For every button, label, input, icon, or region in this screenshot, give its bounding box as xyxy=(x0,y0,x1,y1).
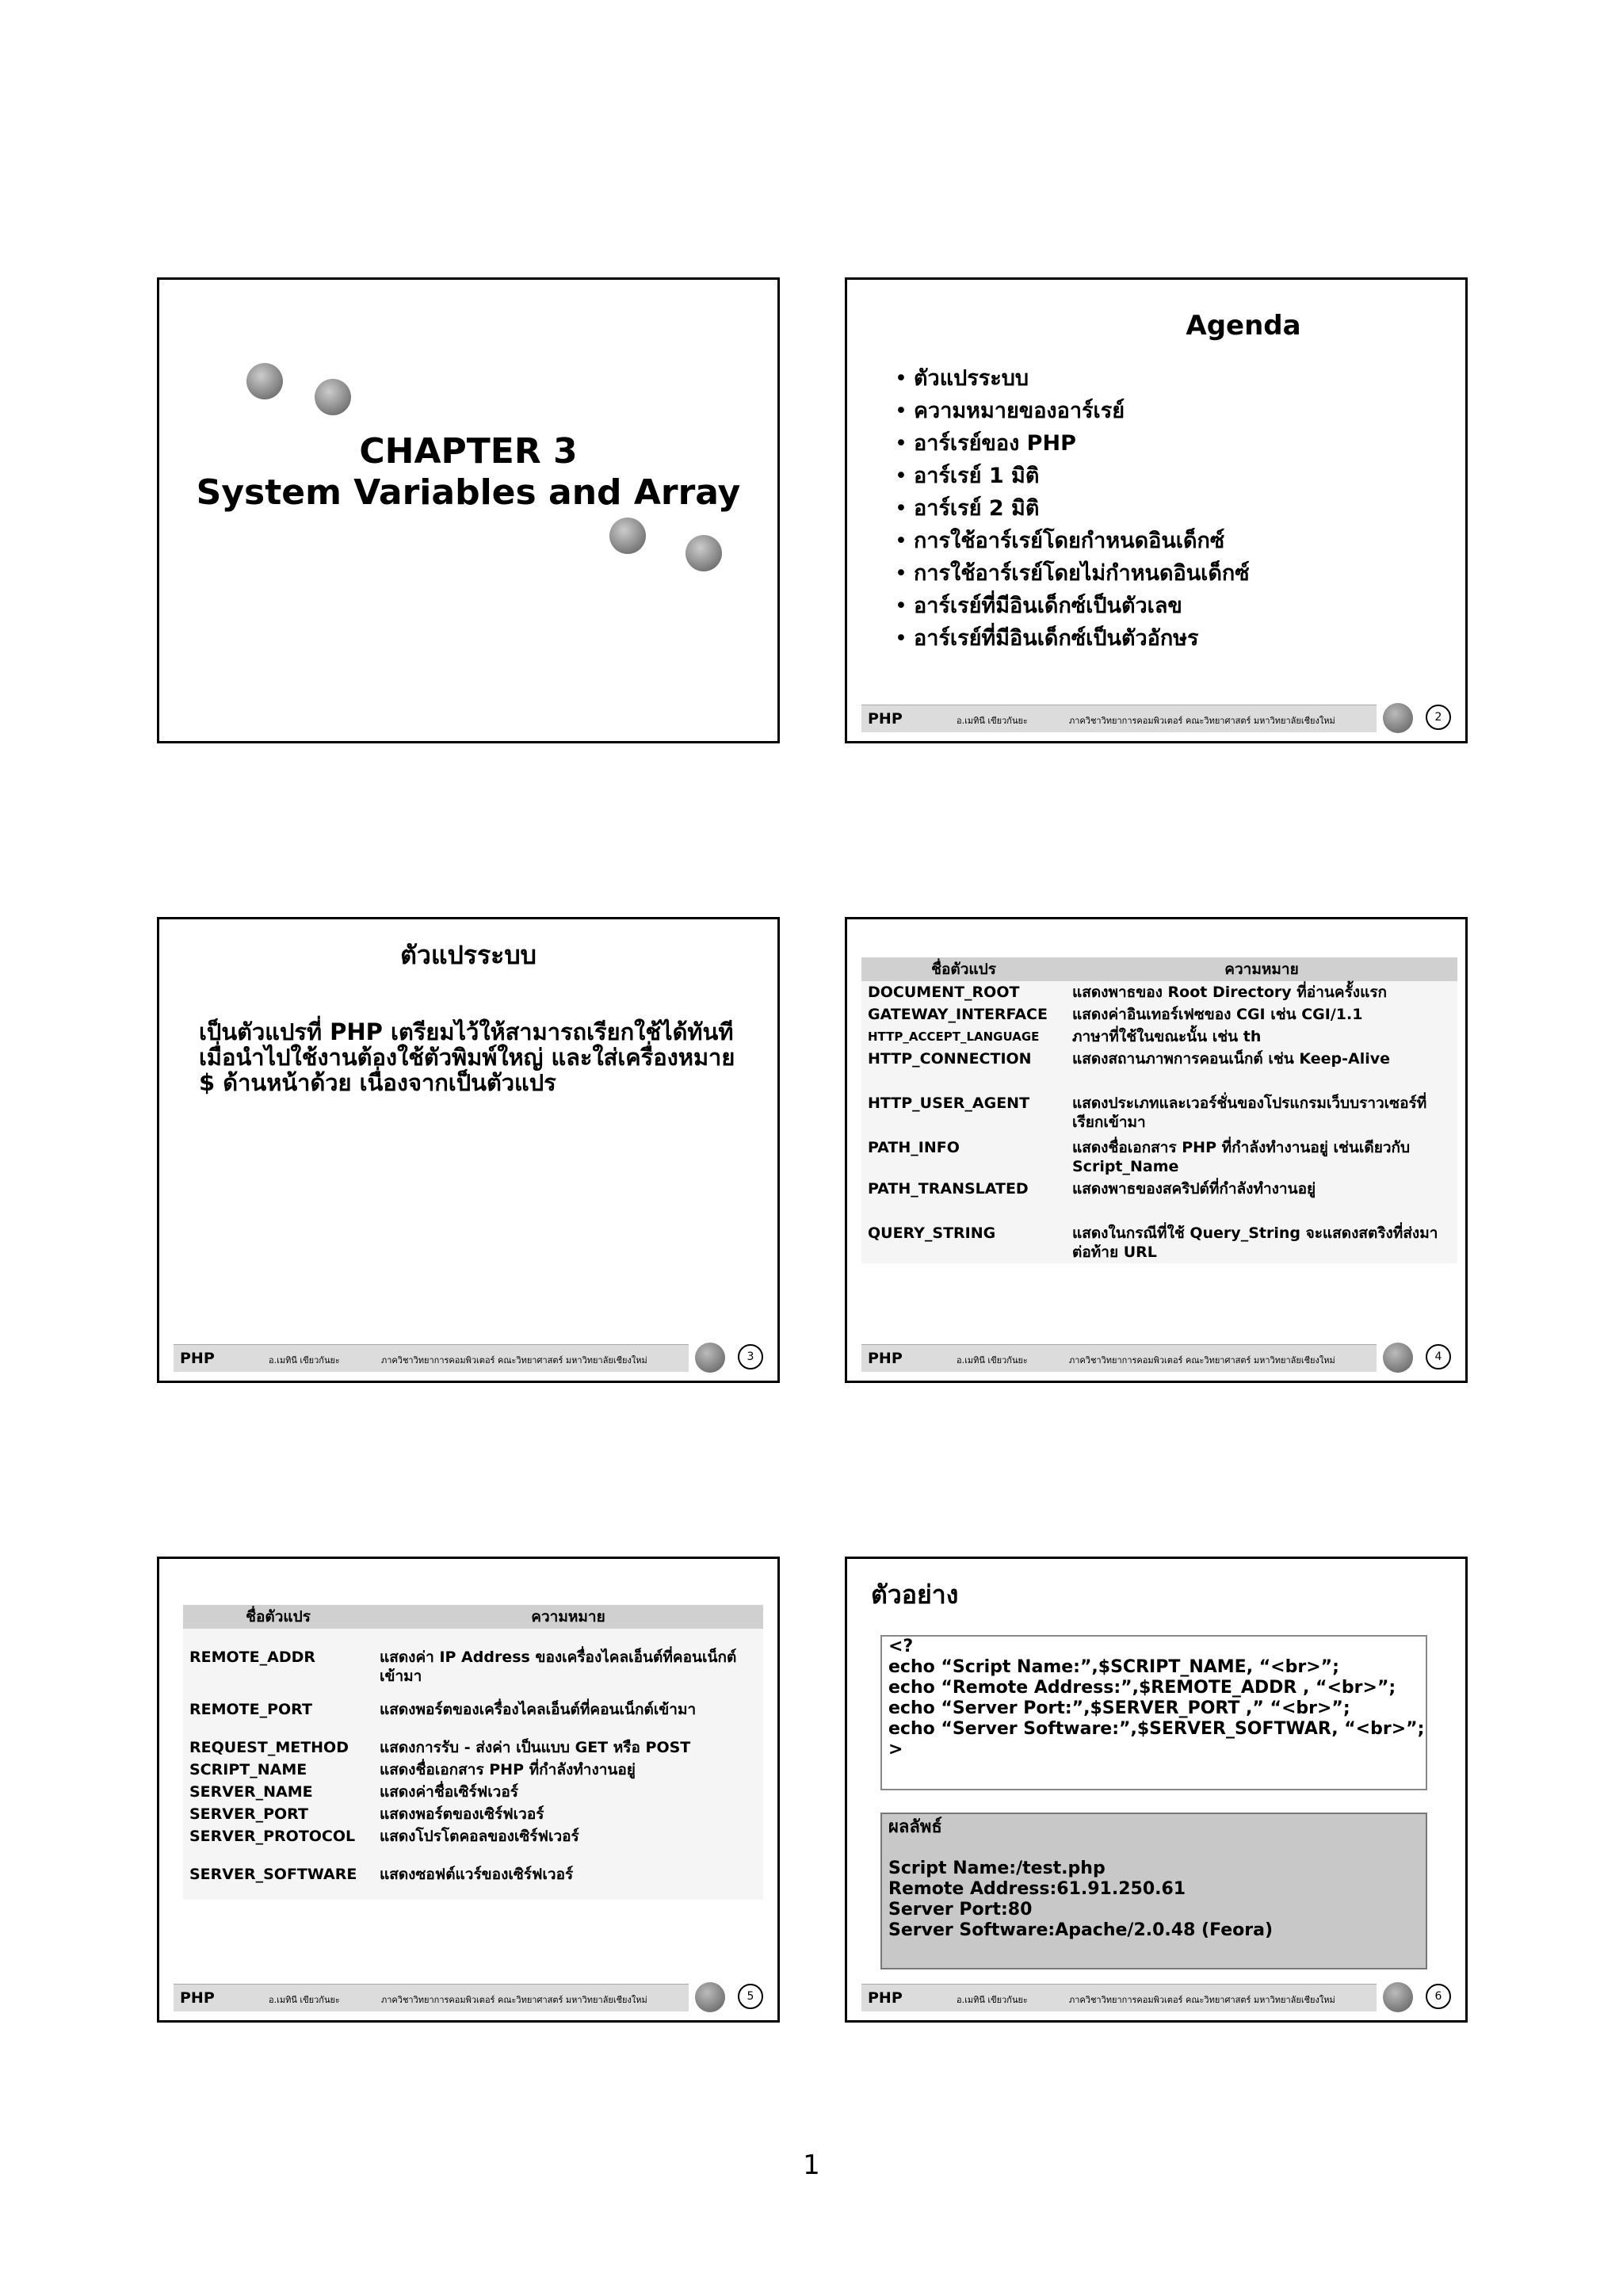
variables-table xyxy=(861,957,1457,1263)
table-row xyxy=(183,1803,763,1825)
slide-number: 4 xyxy=(1426,1344,1451,1370)
result-title: ผลลัพธ์ xyxy=(888,1817,942,1837)
table-row xyxy=(183,1863,763,1900)
slide-2 xyxy=(845,277,1468,743)
slide-title: Agenda xyxy=(1186,310,1301,342)
footer-bar xyxy=(861,1344,1377,1372)
table-row xyxy=(861,1137,1457,1178)
page-number: 1 xyxy=(803,2149,820,2181)
list-item: • อาร์เรย์ของ PHP xyxy=(895,427,1250,460)
footer-bar xyxy=(174,1984,689,2011)
php-mascot-icon xyxy=(1383,1343,1413,1373)
chapter-subtitle: System Variables and Array xyxy=(196,472,741,513)
table-header-meaning: ความหมาย xyxy=(1066,957,1457,981)
var-meaning: แสดงประเภทและเวอร์ชั่นของโปรแกรมเว็บบราวเซอร์ที่เรียกเข้ามา xyxy=(1072,1095,1427,1131)
php-mascot-icon xyxy=(695,1982,725,2012)
php-mascot-icon xyxy=(695,1343,725,1373)
var-name: PATH_TRANSLATED xyxy=(868,1180,1029,1198)
slide-number: 6 xyxy=(1426,1984,1451,2009)
var-name: HTTP_ACCEPT_LANGUAGE xyxy=(868,1030,1040,1044)
footer-department: ภาควิชาวิทยาการคอมพิวเตอร์ คณะวิทยาศาสตร์ มหาวิทยาลัยเชียงใหม่ xyxy=(1069,1355,1335,1366)
footer-label: PHP xyxy=(868,1350,903,1367)
var-meaning: แสดงในกรณีที่ใช้ Query_String จะแสดงสตริงที่ส่งมาต่อท้าย URL xyxy=(1072,1224,1438,1261)
footer-department: ภาควิชาวิทยาการคอมพิวเตอร์ คณะวิทยาศาสตร์ มหาวิทยาลัยเชียงใหม่ xyxy=(1069,716,1335,726)
var-name: HTTP_USER_AGENT xyxy=(868,1095,1030,1112)
code-line: echo “Server Software:”,$SERVER_SOFTWAR, “<br>”; xyxy=(888,1719,1425,1739)
var-meaning: แสดงโปรโตคอลของเซิร์ฟเวอร์ xyxy=(380,1828,579,1845)
table-row xyxy=(861,1026,1457,1048)
footer-department: ภาควิชาวิทยาการคอมพิวเตอร์ คณะวิทยาศาสตร์ มหาวิทยาลัยเชียงใหม่ xyxy=(1069,1995,1335,2005)
var-name: DOCUMENT_ROOT xyxy=(868,984,1020,1001)
var-name: PATH_INFO xyxy=(868,1139,960,1156)
var-name: REMOTE_PORT xyxy=(189,1701,312,1718)
var-meaning: แสดงพาธของสคริปต์ที่กำลังทำงานอยู่ xyxy=(1072,1180,1316,1198)
var-name: REQUEST_METHOD xyxy=(189,1739,349,1756)
footer-author: อ.เมทินี เขียวกันยะ xyxy=(957,1355,1028,1366)
var-meaning: แสดงค่าอินเทอร์เฟซของ CGI เช่น CGI/1.1 xyxy=(1072,1006,1363,1023)
var-meaning: แสดงพอร์ตของเครื่องไคลเอ็นต์ที่คอนเน็กต์เข้ามา xyxy=(380,1701,697,1718)
var-meaning: แสดงการรับ - ส่งค่า เป็นแบบ GET หรือ POST xyxy=(380,1739,691,1756)
result-line: Remote Address:61.91.250.61 xyxy=(888,1879,1186,1899)
result-line: Script Name:/test.php xyxy=(888,1859,1106,1878)
table-row xyxy=(861,1178,1457,1222)
var-name: SERVER_NAME xyxy=(189,1783,313,1801)
list-item: • อาร์เรย์ 1 มิติ xyxy=(895,460,1250,492)
slide-number: 5 xyxy=(738,1984,763,2009)
code-line: echo “Remote Address:”,$REMOTE_ADDR , “<br>”; xyxy=(888,1678,1396,1698)
list-item: • อาร์เรย์ที่มีอินเด็กซ์เป็นตัวเลข xyxy=(895,590,1250,622)
table-header-name: ชื่อตัวแปร xyxy=(861,957,1066,981)
footer-author: อ.เมทินี เขียวกันยะ xyxy=(957,716,1028,726)
code-line: > xyxy=(888,1740,903,1759)
list-item: • ตัวแปรระบบ xyxy=(895,362,1250,395)
table-row xyxy=(183,1759,763,1781)
code-line: echo “Script Name:”,$SCRIPT_NAME, “<br>”; xyxy=(888,1657,1339,1677)
slide-footer xyxy=(174,1344,766,1371)
code-line: echo “Server Port:”,$SERVER_PORT ,” “<br>”; xyxy=(888,1698,1350,1718)
slide-footer xyxy=(861,1984,1454,2011)
result-block xyxy=(880,1813,1427,1969)
slide-6 xyxy=(845,1557,1468,2023)
var-meaning: แสดงพาธของ Root Directory ที่อ่านครั้งแรก xyxy=(1072,984,1388,1001)
slide-body: เป็นตัวแปรที่ PHP เตรียมไว้ให้สามารถเรียกใช้ได้ทันที เมื่อนำไปใช้งานต้องใช้ตัวพิมพ์ใหญ่ และใส่เครื่องหมาย $ ด้านหน้าด้วย เนื่องจากเป็นตัวแปร xyxy=(199,1018,735,1096)
footer-author: อ.เมทินี เขียวกันยะ xyxy=(269,1355,340,1366)
list-item: • การใช้อาร์เรย์โดยไม่กำหนดอินเด็กซ์ xyxy=(895,557,1250,590)
slide-footer xyxy=(861,1344,1454,1371)
php-mascot-icon xyxy=(315,379,351,415)
table-row xyxy=(861,1003,1457,1026)
table-row xyxy=(183,1698,763,1736)
var-meaning: แสดงชื่อเอกสาร PHP ที่กำลังทำงานอยู่ เช่นเดียวกับ Script_Name xyxy=(1072,1139,1411,1175)
chapter-title: CHAPTER 3 xyxy=(359,431,578,472)
footer-bar xyxy=(861,1984,1377,2011)
list-item: • ความหมายของอาร์เรย์ xyxy=(895,395,1250,427)
var-meaning: แสดงซอฟต์แวร์ของเซิร์ฟเวอร์ xyxy=(380,1866,574,1883)
footer-label: PHP xyxy=(868,1989,903,2007)
footer-author: อ.เมทินี เขียวกันยะ xyxy=(269,1995,340,2005)
table-row xyxy=(183,1736,763,1759)
slide-4 xyxy=(845,917,1468,1383)
code-line: <? xyxy=(888,1637,914,1656)
php-mascot-icon xyxy=(609,518,646,554)
slide-title: ตัวอย่าง xyxy=(871,1580,959,1610)
slide-number: 3 xyxy=(738,1344,763,1370)
agenda-list xyxy=(895,362,1250,655)
slide-footer xyxy=(861,705,1454,732)
footer-bar xyxy=(174,1344,689,1372)
slide-1 xyxy=(157,277,780,743)
var-name: SERVER_PORT xyxy=(189,1805,308,1823)
footer-author: อ.เมทินี เขียวกันยะ xyxy=(957,1995,1028,2005)
table-header-meaning: ความหมาย xyxy=(373,1605,763,1629)
table-row xyxy=(861,981,1457,1003)
footer-label: PHP xyxy=(868,710,903,728)
list-item: • การใช้อาร์เรย์โดยกำหนดอินเด็กซ์ xyxy=(895,525,1250,557)
slide-3 xyxy=(157,917,780,1383)
footer-label: PHP xyxy=(180,1350,215,1367)
var-meaning: แสดงชื่อเอกสาร PHP ที่กำลังทำงานอยู่ xyxy=(380,1761,636,1778)
code-block xyxy=(880,1635,1427,1790)
result-line: Server Software:Apache/2.0.48 (Feora) xyxy=(888,1920,1274,1940)
var-name: HTTP_CONNECTION xyxy=(868,1050,1032,1068)
var-name: SERVER_SOFTWARE xyxy=(189,1866,357,1883)
var-name: GATEWAY_INTERFACE xyxy=(868,1006,1048,1023)
var-meaning: แสดงค่า IP Address ของเครื่องไคลเอ็นต์ที่คอนเน็กต์เข้ามา xyxy=(380,1648,737,1685)
slide-number: 2 xyxy=(1426,705,1451,730)
table-row xyxy=(183,1825,763,1863)
footer-label: PHP xyxy=(180,1989,215,2007)
var-meaning: แสดงค่าชื่อเซิร์ฟเวอร์ xyxy=(380,1783,518,1801)
variables-table xyxy=(183,1605,763,1900)
result-line: Server Port:80 xyxy=(888,1900,1033,1920)
var-name: SERVER_PROTOCOL xyxy=(189,1828,356,1845)
var-name: QUERY_STRING xyxy=(868,1224,996,1242)
table-row xyxy=(861,1092,1457,1137)
table-row xyxy=(183,1629,763,1698)
var-name: REMOTE_ADDR xyxy=(189,1648,315,1666)
list-item: • อาร์เรย์ที่มีอินเด็กซ์เป็นตัวอักษร xyxy=(895,622,1250,655)
php-mascot-icon xyxy=(1383,1982,1413,2012)
var-name: SCRIPT_NAME xyxy=(189,1761,307,1778)
var-meaning: แสดงพอร์ตของเซิร์ฟเวอร์ xyxy=(380,1805,544,1823)
slide-5 xyxy=(157,1557,780,2023)
table-row xyxy=(183,1781,763,1803)
var-meaning: ภาษาที่ใช้ในขณะนั้น เช่น th xyxy=(1072,1028,1262,1045)
table-row xyxy=(861,1048,1457,1092)
footer-bar xyxy=(861,705,1377,732)
footer-department: ภาควิชาวิทยาการคอมพิวเตอร์ คณะวิทยาศาสตร์ มหาวิทยาลัยเชียงใหม่ xyxy=(381,1995,647,2005)
php-mascot-icon xyxy=(1383,703,1413,733)
slide-title: ตัวแปรระบบ xyxy=(400,940,537,970)
list-item: • อาร์เรย์ 2 มิติ xyxy=(895,492,1250,525)
slide-footer xyxy=(174,1984,766,2011)
footer-department: ภาควิชาวิทยาการคอมพิวเตอร์ คณะวิทยาศาสตร์ มหาวิทยาลัยเชียงใหม่ xyxy=(381,1355,647,1366)
php-mascot-icon xyxy=(685,535,722,571)
var-meaning: แสดงสถานภาพการคอนเน็กต์ เช่น Keep-Alive xyxy=(1072,1050,1391,1068)
php-mascot-icon xyxy=(246,363,283,399)
table-row xyxy=(861,1222,1457,1263)
table-header-name: ชื่อตัวแปร xyxy=(183,1605,373,1629)
